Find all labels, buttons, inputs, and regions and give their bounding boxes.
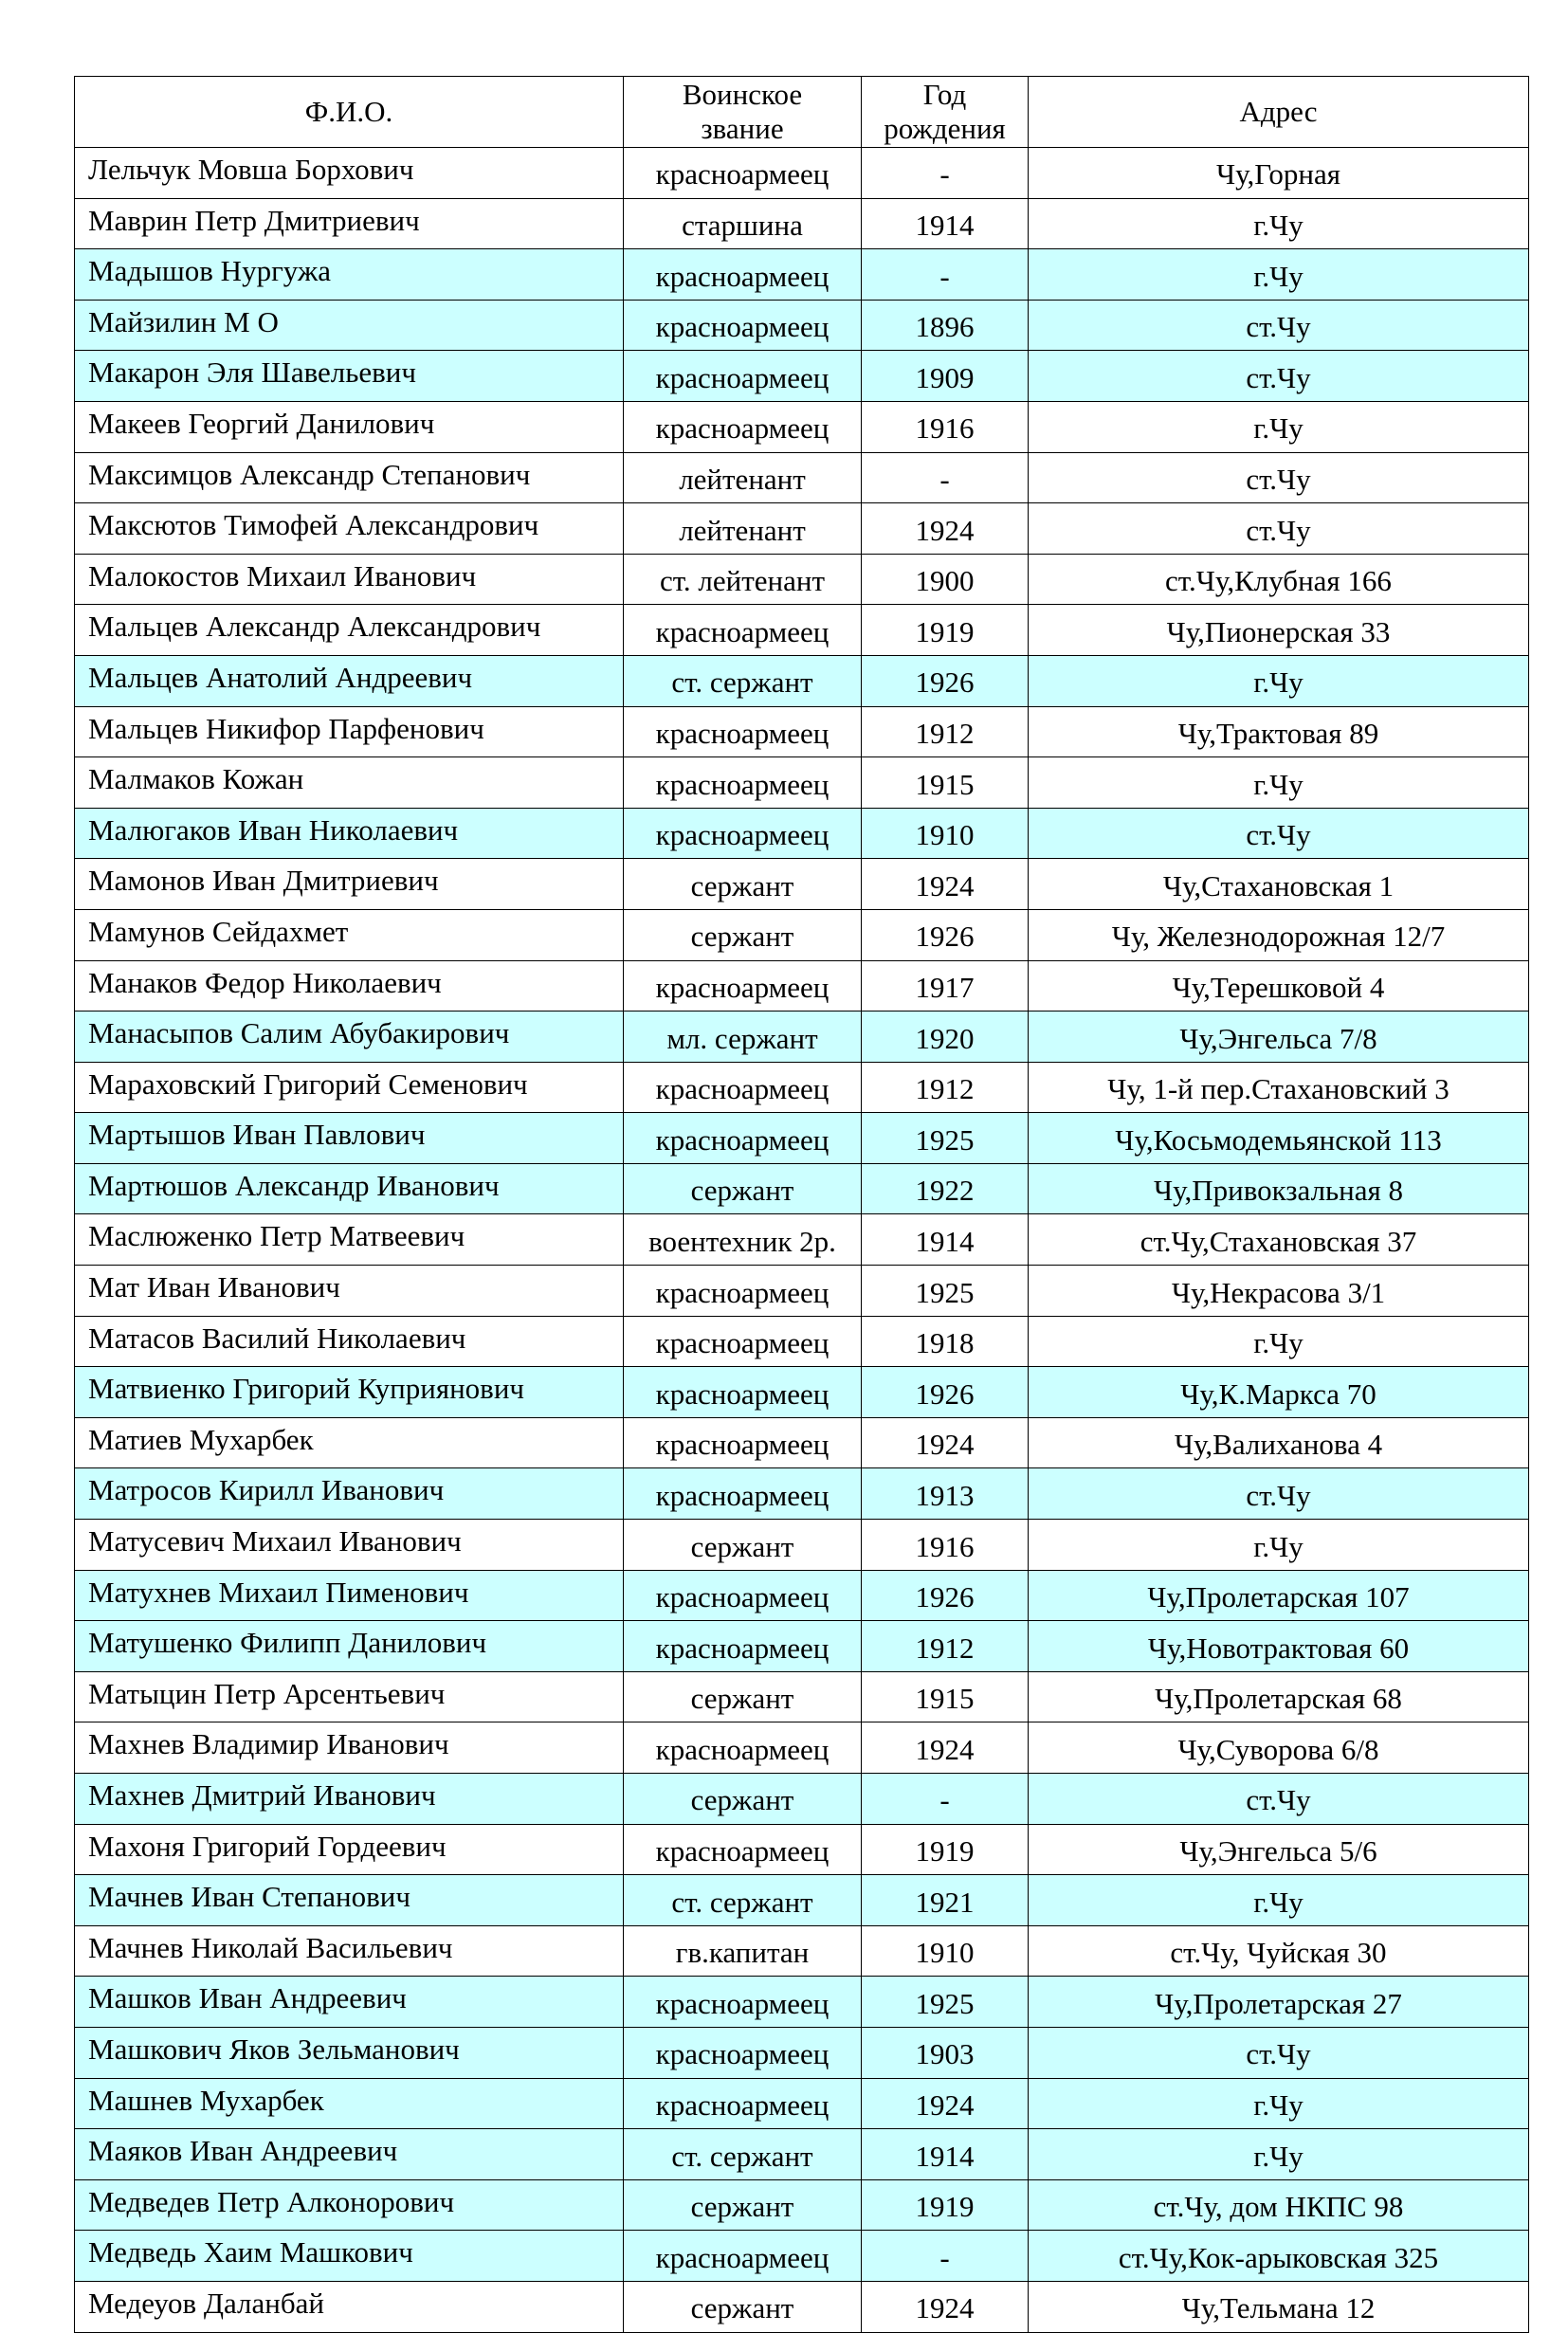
cell-name: Манасыпов Салим Абубакирович	[75, 1012, 624, 1063]
table-header	[75, 77, 1529, 148]
cell-rank: ст. лейтенант	[624, 554, 862, 605]
header-rank-line2: звание	[701, 112, 784, 145]
cell-name: Максимцов Александр Степанович	[75, 452, 624, 503]
cell-year: 1924	[862, 1417, 1029, 1468]
cell-year: 1925	[862, 1113, 1029, 1164]
cell-name: Махоня Григорий Гордеевич	[75, 1824, 624, 1875]
cell-address: ст.Чу	[1029, 503, 1529, 555]
cell-name: Маяков Иван Андреевич	[75, 2129, 624, 2180]
cell-address: Чу,Валиханова 4	[1029, 1417, 1529, 1468]
table-row	[75, 401, 1529, 452]
cell-rank: красноармеец	[624, 1621, 862, 1672]
header-name	[75, 77, 624, 148]
table-row	[75, 452, 1529, 503]
cell-year: 1912	[862, 706, 1029, 757]
table-row	[75, 605, 1529, 656]
cell-address: ст.Чу	[1029, 300, 1529, 351]
table-row	[75, 554, 1529, 605]
cell-address: Чу,Терешковой 4	[1029, 960, 1529, 1012]
cell-year: -	[862, 2231, 1029, 2282]
cell-year: 1914	[862, 2129, 1029, 2180]
table-row	[75, 1113, 1529, 1164]
cell-year: 1917	[862, 960, 1029, 1012]
cell-address: ст.Чу	[1029, 452, 1529, 503]
cell-address: ст.Чу	[1029, 1468, 1529, 1520]
cell-year: 1926	[862, 909, 1029, 960]
cell-address: Чу,Энгельса 7/8	[1029, 1012, 1529, 1063]
cell-name: Малмаков Кожан	[75, 757, 624, 809]
cell-name: Макеев Георгий Данилович	[75, 401, 624, 452]
cell-address: ст.Чу,Кок-арыковская 325	[1029, 2231, 1529, 2282]
table-row	[75, 351, 1529, 402]
cell-rank: ст. сержант	[624, 1875, 862, 1926]
cell-rank: сержант	[624, 2179, 862, 2231]
cell-name: Мартюшов Александр Иванович	[75, 1163, 624, 1214]
cell-name: Манаков Федор Николаевич	[75, 960, 624, 1012]
cell-year: 1924	[862, 1722, 1029, 1774]
cell-address: г.Чу	[1029, 2078, 1529, 2129]
cell-name: Мальцев Александр Александрович	[75, 605, 624, 656]
cell-year: -	[862, 249, 1029, 301]
cell-address: г.Чу	[1029, 655, 1529, 706]
cell-rank: сержант	[624, 1671, 862, 1722]
cell-year: 1913	[862, 1468, 1029, 1520]
table-row	[75, 1774, 1529, 1825]
cell-rank: красноармеец	[624, 2027, 862, 2078]
cell-rank: красноармеец	[624, 1417, 862, 1468]
table-row	[75, 1722, 1529, 1774]
cell-rank: красноармеец	[624, 1316, 862, 1367]
cell-address: Чу,Привокзальная 8	[1029, 1163, 1529, 1214]
cell-year: 1903	[862, 2027, 1029, 2078]
cell-name: Медведь Хаим Машкович	[75, 2231, 624, 2282]
cell-name: Матусевич Михаил Иванович	[75, 1520, 624, 1571]
cell-rank: сержант	[624, 859, 862, 910]
cell-year: 1926	[862, 655, 1029, 706]
cell-name: Мачнев Иван Степанович	[75, 1875, 624, 1926]
cell-year: 1919	[862, 2179, 1029, 2231]
cell-rank: сержант	[624, 909, 862, 960]
cell-rank: ст. сержант	[624, 2129, 862, 2180]
cell-name: Махнев Владимир Иванович	[75, 1722, 624, 1774]
table-row	[75, 1367, 1529, 1418]
cell-address: ст.Чу,Клубная 166	[1029, 554, 1529, 605]
cell-year: 1925	[862, 1266, 1029, 1317]
cell-address: Чу,К.Маркса 70	[1029, 1367, 1529, 1418]
cell-address: Чу,Пролетарская 68	[1029, 1671, 1529, 1722]
cell-name: Машнев Мухарбек	[75, 2078, 624, 2129]
cell-address: Чу,Пролетарская 27	[1029, 1977, 1529, 2028]
cell-address: Чу,Пролетарская 107	[1029, 1570, 1529, 1621]
table-row	[75, 2231, 1529, 2282]
cell-rank: красноармеец	[624, 1266, 862, 1317]
cell-name: Мартышов Иван Павлович	[75, 1113, 624, 1164]
cell-name: Матвиенко Григорий Куприянович	[75, 1367, 624, 1418]
cell-year: 1909	[862, 351, 1029, 402]
table-row	[75, 808, 1529, 859]
cell-rank: красноармеец	[624, 300, 862, 351]
cell-name: Медеуов Даланбай	[75, 2281, 624, 2332]
cell-address: Чу,Горная	[1029, 148, 1529, 199]
table-row	[75, 1163, 1529, 1214]
table-row	[75, 2129, 1529, 2180]
cell-year: 1926	[862, 1367, 1029, 1418]
header-year-line1: Год	[922, 78, 967, 112]
cell-rank: красноармеец	[624, 2231, 862, 2282]
cell-rank: красноармеец	[624, 351, 862, 402]
cell-name: Мальцев Никифор Парфенович	[75, 706, 624, 757]
cell-address: г.Чу	[1029, 757, 1529, 809]
cell-address: Чу,Новотрактовая 60	[1029, 1621, 1529, 1672]
table-row	[75, 859, 1529, 910]
cell-name: Машков Иван Андреевич	[75, 1977, 624, 2028]
table-row	[75, 1925, 1529, 1977]
table-row	[75, 1570, 1529, 1621]
cell-year: 1924	[862, 859, 1029, 910]
cell-year: 1924	[862, 503, 1029, 555]
cell-name: Мамунов Сейдахмет	[75, 909, 624, 960]
cell-name: Матухнев Михаил Пименович	[75, 1570, 624, 1621]
cell-year: 1916	[862, 401, 1029, 452]
cell-address: ст.Чу,Стахановская 37	[1029, 1214, 1529, 1266]
cell-rank: сержант	[624, 2281, 862, 2332]
cell-rank: ст. сержант	[624, 655, 862, 706]
header-row	[75, 77, 1529, 148]
cell-rank: красноармеец	[624, 1977, 862, 2028]
cell-name: Малюгаков Иван Николаевич	[75, 808, 624, 859]
cell-year: 1921	[862, 1875, 1029, 1926]
cell-address: ст.Чу	[1029, 2027, 1529, 2078]
cell-name: Матасов Василий Николаевич	[75, 1316, 624, 1367]
cell-name: Малокостов Михаил Иванович	[75, 554, 624, 605]
header-rank	[624, 77, 862, 148]
cell-address: Чу,Трактовая 89	[1029, 706, 1529, 757]
cell-name: Мат Иван Иванович	[75, 1266, 624, 1317]
cell-name: Мамонов Иван Дмитриевич	[75, 859, 624, 910]
cell-rank: красноармеец	[624, 1062, 862, 1113]
table-row	[75, 1520, 1529, 1571]
cell-address: г.Чу	[1029, 401, 1529, 452]
table-row	[75, 148, 1529, 199]
cell-name: Медведев Петр Алконорович	[75, 2179, 624, 2231]
cell-rank: красноармеец	[624, 1824, 862, 1875]
table-row	[75, 909, 1529, 960]
cell-year: 1920	[862, 1012, 1029, 1063]
table-row	[75, 960, 1529, 1012]
cell-address: Чу,Косьмодемьянской 113	[1029, 1113, 1529, 1164]
cell-rank: старшина	[624, 198, 862, 249]
table-row	[75, 1875, 1529, 1926]
cell-rank: красноармеец	[624, 249, 862, 301]
cell-address: ст.Чу, Чуйская 30	[1029, 1925, 1529, 1977]
cell-year: 1912	[862, 1621, 1029, 1672]
cell-year: 1924	[862, 2281, 1029, 2332]
table-row	[75, 503, 1529, 555]
cell-name: Мараховский Григорий Семенович	[75, 1062, 624, 1113]
cell-rank: красноармеец	[624, 2078, 862, 2129]
roster-table	[74, 76, 1529, 2333]
table-row	[75, 655, 1529, 706]
cell-rank: сержант	[624, 1774, 862, 1825]
table-row	[75, 1316, 1529, 1367]
cell-rank: красноармеец	[624, 960, 862, 1012]
table-row	[75, 1417, 1529, 1468]
cell-address: Чу,Суворова 6/8	[1029, 1722, 1529, 1774]
cell-address: ст.Чу	[1029, 808, 1529, 859]
cell-year: 1910	[862, 808, 1029, 859]
cell-year: 1900	[862, 554, 1029, 605]
cell-address: г.Чу	[1029, 1875, 1529, 1926]
cell-address: г.Чу	[1029, 1316, 1529, 1367]
header-rank-line1: Воинское	[682, 78, 803, 112]
table-row	[75, 1977, 1529, 2028]
cell-name: Максютов Тимофей Александрович	[75, 503, 624, 555]
cell-rank: красноармеец	[624, 148, 862, 199]
table-row	[75, 2179, 1529, 2231]
cell-rank: красноармеец	[624, 1570, 862, 1621]
cell-year: 1910	[862, 1925, 1029, 1977]
cell-rank: красноармеец	[624, 605, 862, 656]
cell-rank: лейтенант	[624, 452, 862, 503]
cell-name: Мачнев Николай Васильевич	[75, 1925, 624, 1977]
table-row	[75, 1621, 1529, 1672]
header-address-label: Адрес	[1239, 95, 1318, 129]
cell-name: Матыцин Петр Арсентьевич	[75, 1671, 624, 1722]
header-name-label: Ф.И.О.	[304, 95, 393, 129]
table-row	[75, 1671, 1529, 1722]
cell-name: Майзилин М О	[75, 300, 624, 351]
cell-address: ст.Чу	[1029, 1774, 1529, 1825]
cell-address: ст.Чу, дом НКПС 98	[1029, 2179, 1529, 2231]
cell-year: 1919	[862, 1824, 1029, 1875]
cell-year: 1919	[862, 605, 1029, 656]
cell-year: 1926	[862, 1570, 1029, 1621]
cell-year: 1915	[862, 757, 1029, 809]
table-row	[75, 1012, 1529, 1063]
table-row	[75, 300, 1529, 351]
cell-name: Мадышов Нургужа	[75, 249, 624, 301]
cell-address: Чу, Железнодорожная 12/7	[1029, 909, 1529, 960]
cell-name: Макарон Эля Шавельевич	[75, 351, 624, 402]
cell-address: Чу,Пионерская 33	[1029, 605, 1529, 656]
cell-rank: сержант	[624, 1520, 862, 1571]
cell-name: Матиев Мухарбек	[75, 1417, 624, 1468]
cell-rank: сержант	[624, 1163, 862, 1214]
cell-name: Маврин Петр Дмитриевич	[75, 198, 624, 249]
table-row	[75, 706, 1529, 757]
table-row	[75, 1266, 1529, 1317]
table-row	[75, 249, 1529, 301]
cell-year: 1922	[862, 1163, 1029, 1214]
cell-name: Матушенко Филипп Данилович	[75, 1621, 624, 1672]
table-row	[75, 757, 1529, 809]
cell-year: 1915	[862, 1671, 1029, 1722]
cell-rank: красноармеец	[624, 1113, 862, 1164]
header-year	[862, 77, 1029, 148]
cell-rank: красноармеец	[624, 1468, 862, 1520]
cell-address: Чу,Стахановская 1	[1029, 859, 1529, 910]
cell-rank: мл. сержант	[624, 1012, 862, 1063]
cell-address: г.Чу	[1029, 2129, 1529, 2180]
cell-year: 1914	[862, 1214, 1029, 1266]
cell-rank: красноармеец	[624, 1367, 862, 1418]
cell-year: 1924	[862, 2078, 1029, 2129]
cell-rank: лейтенант	[624, 503, 862, 555]
cell-year: 1914	[862, 198, 1029, 249]
cell-rank: красноармеец	[624, 401, 862, 452]
cell-name: Махнев Дмитрий Иванович	[75, 1774, 624, 1825]
table-row	[75, 2078, 1529, 2129]
cell-name: Лельчук Мовша Борхович	[75, 148, 624, 199]
cell-year: 1918	[862, 1316, 1029, 1367]
cell-address: г.Чу	[1029, 198, 1529, 249]
cell-address: Чу,Некрасова 3/1	[1029, 1266, 1529, 1317]
cell-year: -	[862, 148, 1029, 199]
cell-rank: гв.капитан	[624, 1925, 862, 1977]
cell-address: Чу,Тельмана 12	[1029, 2281, 1529, 2332]
table-row	[75, 1062, 1529, 1113]
cell-address: ст.Чу	[1029, 351, 1529, 402]
table-row	[75, 1214, 1529, 1266]
cell-year: 1912	[862, 1062, 1029, 1113]
table-row	[75, 2281, 1529, 2332]
table-body	[75, 148, 1529, 2333]
cell-year: 1925	[862, 1977, 1029, 2028]
cell-name: Машкович Яков Зельманович	[75, 2027, 624, 2078]
cell-name: Мальцев Анатолий Андреевич	[75, 655, 624, 706]
cell-year: -	[862, 452, 1029, 503]
cell-rank: воентехник 2р.	[624, 1214, 862, 1266]
table-row	[75, 1824, 1529, 1875]
table-row	[75, 198, 1529, 249]
cell-address: Чу,Энгельса 5/6	[1029, 1824, 1529, 1875]
cell-name: Маслюженко Петр Матвеевич	[75, 1214, 624, 1266]
cell-name: Матросов Кирилл Иванович	[75, 1468, 624, 1520]
cell-year: -	[862, 1774, 1029, 1825]
cell-address: г.Чу	[1029, 249, 1529, 301]
header-year-line2: рождения	[884, 112, 1006, 145]
cell-rank: красноармеец	[624, 706, 862, 757]
cell-address: г.Чу	[1029, 1520, 1529, 1571]
cell-year: 1916	[862, 1520, 1029, 1571]
cell-rank: красноармеец	[624, 757, 862, 809]
table-row	[75, 2027, 1529, 2078]
header-address	[1029, 77, 1529, 148]
table-row	[75, 1468, 1529, 1520]
cell-year: 1896	[862, 300, 1029, 351]
cell-rank: красноармеец	[624, 808, 862, 859]
cell-rank: красноармеец	[624, 1722, 862, 1774]
cell-address: Чу, 1-й пер.Стахановский 3	[1029, 1062, 1529, 1113]
